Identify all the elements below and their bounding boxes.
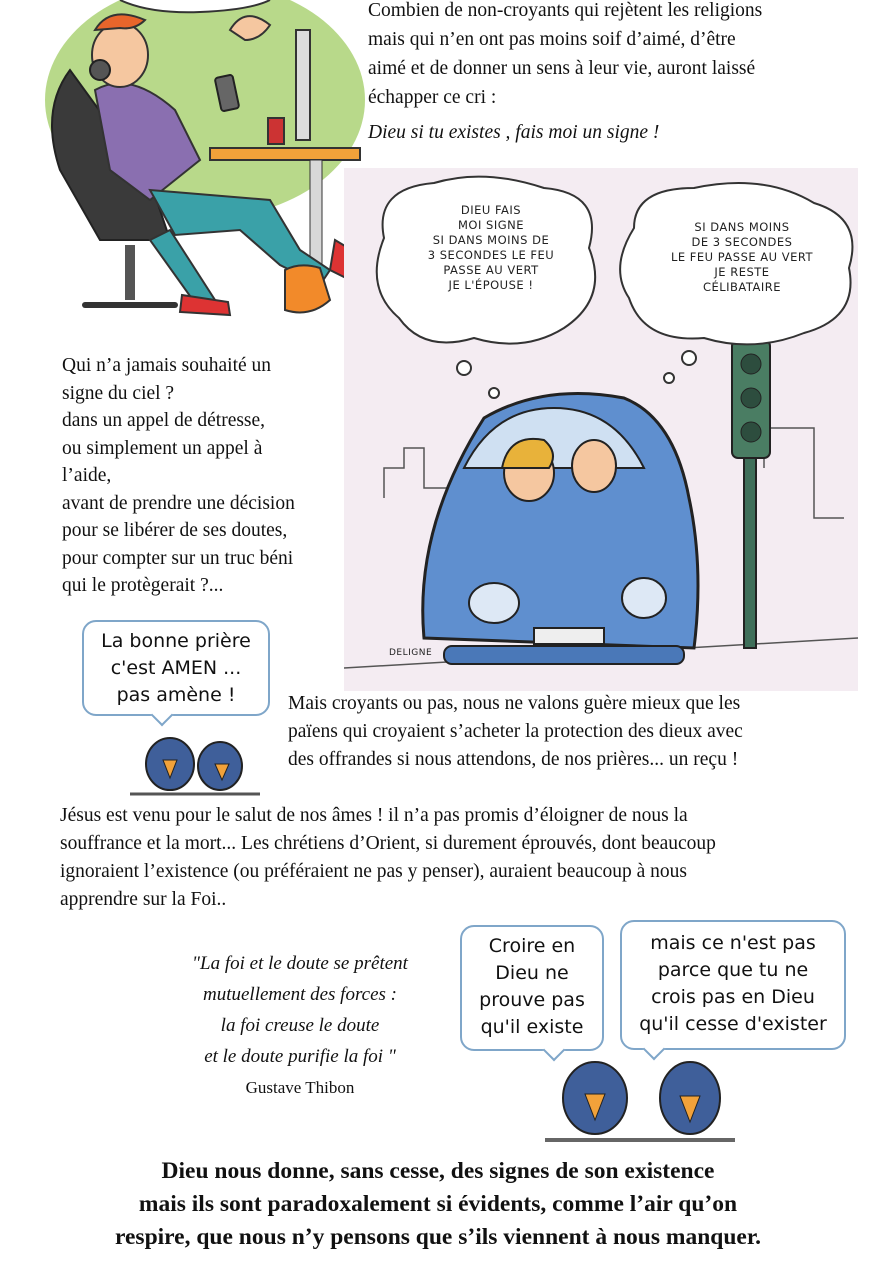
right-thought-line: CÉLIBATAIRE [702,280,782,294]
question-line: ou simplement un appel à [62,437,263,459]
intro-line: mais qui n’en ont pas moins soif d’aimé, d’être [368,29,736,50]
jesus-line: souffrance et la mort... Les chrétiens d’Orient, si durement éprouvés, dont beaucoup [60,833,716,854]
left-thought-line: SI DANS MOINS DE [432,233,550,247]
right-thought-line: SI DANS MOINS [694,220,790,234]
intro-line: échapper ce cri : [368,87,497,108]
question-line: signe du ciel ? [62,382,175,404]
question-line: avant de prendre une décision [62,492,295,514]
two-birds-on-branch-illustration [540,1050,740,1148]
bubble-line: Dieu ne [495,962,569,984]
speech-bubble-exister [620,920,846,1050]
intro-line: aimé et de donner un sens à leur vie, auront laissé [368,58,756,79]
left-thought-line: PASSE AU VERT [443,263,539,277]
left-thought-text [396,203,586,293]
question-paragraph [62,352,352,600]
quote-line: la foi creuse le doute [220,1015,380,1036]
right-thought-line: JE RESTE [714,265,770,279]
thibon-quote [150,948,450,1072]
bubble-line: qu'il existe [480,1016,584,1038]
question-line: Qui n’a jamais souhaité un [62,355,272,376]
left-thought-line: 3 SECONDES LE FEU [427,248,555,262]
conclusion-line: respire, que nous n’y pensons que s’ils viennent à nous manquer. [115,1224,761,1250]
left-thought-line: DIEU FAIS [460,203,522,217]
bubble-line: Croire en [488,935,576,957]
question-line: l’aide, [62,465,112,486]
question-line: pour se libérer de ses doutes, [62,520,288,541]
car-cartoon [344,168,858,691]
intro-paragraph [368,0,868,112]
bubble-line: prouve pas [479,989,585,1011]
right-thought-line: DE 3 SECONDES [691,235,793,249]
jesus-line: ignoraient l’existence (ou préféraient ne pas y penser), auraient beaucoup à nous [60,861,687,882]
bubble-line: qu'il cesse d'exister [639,1013,827,1035]
right-thought-line: LE FEU PASSE AU VERT [670,250,814,264]
conclusion-line: Dieu nous donne, sans cesse, des signes de son existence [161,1158,715,1184]
speech-bubble-croire [460,925,604,1051]
bubble-line: La bonne prière [101,630,251,652]
left-thought-line: MOI SIGNE [458,218,524,232]
quote-line: et le doute purifie la foi " [204,1046,396,1067]
question-line: pour compter sur un truc béni [62,547,294,569]
bubble-line: parce que tu ne [657,959,809,981]
bubble-line: pas amène ! [116,684,236,706]
quote-author: Gustave Thibon [245,1078,355,1097]
cry-line: Dieu si tu existes , fais moi un signe ! [368,122,660,143]
two-birds-illustration [125,722,265,802]
left-thought-line: JE L'ÉPOUSE ! [448,278,534,292]
question-line: qui le protègerait ?... [62,575,224,596]
pagans-line: Mais croyants ou pas, nous ne valons guère mieux que les [288,693,741,714]
conclusion-paragraph [0,1155,876,1254]
pagans-line: païens qui croyaient s’acheter la protection des dieux avec [288,721,743,742]
quote-line: "La foi et le doute se prêtent [192,953,408,974]
bubble-line: mais ce n'est pas [650,932,816,954]
right-thought-text [642,220,842,295]
traffic-light-pole [744,438,756,648]
jesus-line: Jésus est venu pour le salut de nos âmes ! il n’a pas promis d’éloigner de nous la [60,805,688,826]
man-at-computer-illustration [0,0,372,335]
conclusion-line: mais ils sont paradoxalement si évidents, comme l’air qu’on [138,1191,738,1217]
jesus-paragraph [60,802,870,914]
cartoon-signature: DELIGNE [389,648,433,658]
quote-line: mutuellement des forces : [203,984,397,1005]
pagans-line: des offrandes si nous attendons, de nos prières... un reçu ! [288,749,739,770]
speech-bubble-amen [82,620,270,716]
bubble-line: c'est AMEN ... [110,657,242,679]
jesus-line: apprendre sur la Foi.. [60,889,227,910]
pagans-paragraph [288,690,868,774]
question-line: dans un appel de détresse, [62,410,266,431]
intro-line: Combien de non-croyants qui rejètent les religions [368,0,763,21]
bubble-line: crois pas en Dieu [651,986,815,1008]
